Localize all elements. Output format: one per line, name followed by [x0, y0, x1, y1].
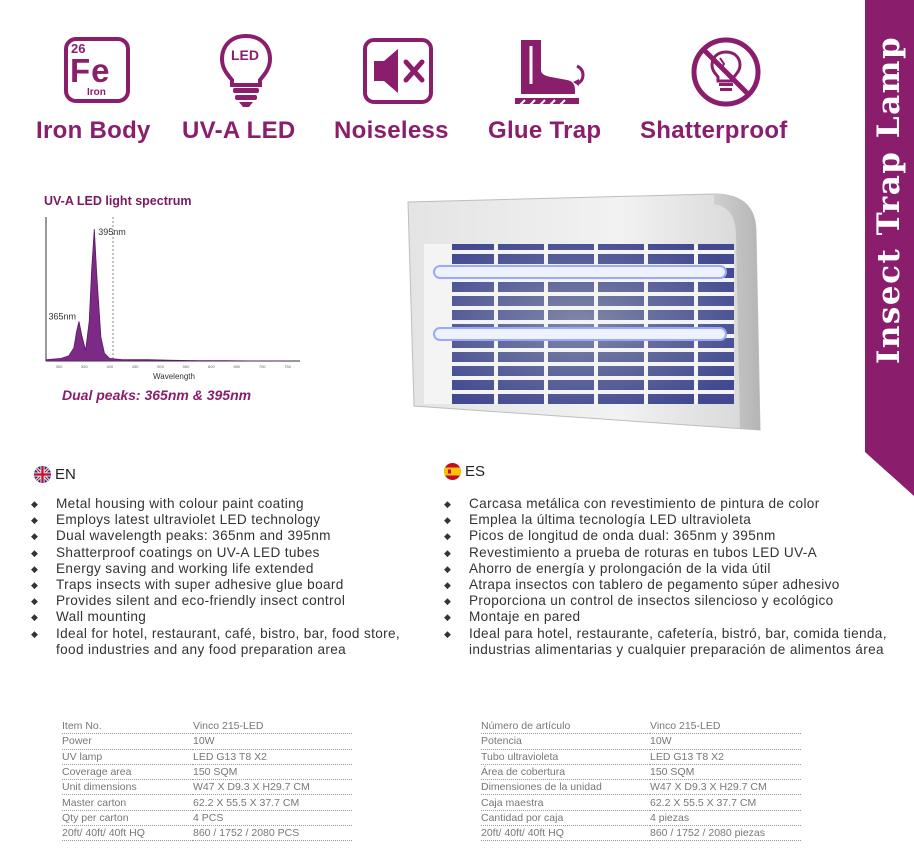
feature-item: ◆ Employs latest ultraviolet LED technology: [31, 512, 411, 528]
glue-trap-icon: [511, 36, 591, 110]
spec-value: Vinco 215-LED: [193, 719, 352, 734]
feature-item: ◆ Dual wavelength peaks: 365nm and 395nm: [31, 528, 411, 544]
x-tick-label: 500: [157, 364, 164, 369]
spec-table-en: [62, 719, 352, 841]
feature-item: ◆ Picos de longitud de onda dual: 365nm y 395nm: [444, 528, 896, 544]
element-number: 26: [71, 41, 86, 56]
spec-label: Master carton: [62, 795, 193, 810]
feature-label-iron-body: Iron Body: [36, 117, 151, 144]
lang-code-en: EN: [55, 466, 76, 483]
spec-value: 62.2 X 55.5 X 37.7 CM: [193, 795, 352, 810]
spec-row: [62, 764, 352, 779]
spec-row: [481, 719, 801, 734]
iron-element-icon: [63, 36, 131, 104]
spec-row: [481, 826, 801, 841]
element-symbol: Fe: [70, 52, 111, 89]
x-tick-label: 350: [81, 364, 88, 369]
feature-item: ◆ Emplea la última tecnología LED ultravioleta: [444, 512, 896, 528]
x-tick-label: 450: [131, 364, 139, 369]
uk-flag-icon: [34, 466, 51, 483]
mute-speaker-icon: [362, 37, 434, 105]
spec-value: 62.2 X 55.5 X 37.7 CM: [650, 795, 801, 810]
no-broken-bulb-icon: [690, 36, 762, 108]
spec-row: [481, 749, 801, 764]
x-tick-label: 650: [233, 364, 241, 369]
spec-value: 150 SQM: [193, 764, 352, 779]
spec-row: [62, 749, 352, 764]
feature-item: ◆ Wall mounting: [31, 609, 411, 625]
feature-item: ◆ Provides silent and eco-friendly insect control: [31, 593, 411, 609]
feature-item: ◆ Energy saving and working life extended: [31, 561, 411, 577]
spec-value: 860 / 1752 / 2080 PCS: [193, 826, 352, 841]
x-tick-label: 550: [182, 364, 190, 369]
x-tick-label: 750: [284, 364, 291, 369]
spec-label: Tubo ultravioleta: [481, 749, 650, 764]
side-title: Insect Trap Lamp: [871, 35, 907, 365]
spec-label: Qty per carton: [62, 810, 193, 825]
spec-label: Caja maestra: [481, 795, 650, 810]
feature-item: ◆ Atrapa insectos con tablero de pegamento súper adhesivo: [444, 577, 896, 593]
spec-table-es: [481, 719, 801, 841]
element-name: Iron: [87, 87, 106, 98]
peak-label: 365nm: [48, 311, 77, 322]
spec-row: [481, 780, 801, 795]
spec-row: [62, 826, 352, 841]
lang-code-es: ES: [465, 463, 486, 480]
spec-row: [481, 734, 801, 749]
spectrum-series: [46, 229, 290, 361]
x-axis-label: Wavelength: [153, 372, 195, 381]
led-bulb-text: LED: [231, 47, 259, 63]
lang-header-es: [444, 463, 485, 480]
feature-item: ◆ Proporciona un control de insectos silencioso y ecológico: [444, 593, 896, 609]
spec-label: Dimensiones de la unidad: [481, 780, 650, 795]
features-list-en: [31, 496, 411, 658]
spec-row: [481, 795, 801, 810]
spec-value: LED G13 T8 X2: [193, 749, 352, 764]
features-list-es: [444, 496, 896, 658]
spec-row: [62, 795, 352, 810]
spectrum-title: UV-A LED light spectrum: [44, 194, 192, 208]
x-tick-label: 400: [106, 364, 114, 369]
feature-label-noiseless: Noiseless: [334, 117, 449, 144]
spec-row: [62, 780, 352, 795]
spec-value: 4 piezas: [650, 810, 801, 825]
spec-value: 10W: [650, 734, 801, 749]
spec-label: Área de cobertura: [481, 764, 650, 779]
product-image: [404, 180, 770, 436]
feature-item: ◆ Montaje en pared: [444, 609, 896, 625]
spec-label: Potencia: [481, 734, 650, 749]
spec-label: Coverage area: [62, 764, 193, 779]
spec-value: LED G13 T8 X2: [650, 749, 801, 764]
feature-label-glue-trap: Glue Trap: [488, 117, 602, 144]
spec-value: W47 X D9.3 X H29.7 CM: [650, 780, 801, 795]
feature-item: ◆ Ahorro de energía y prolongación de la vida útil: [444, 561, 896, 577]
spectrum-chart: [40, 215, 302, 385]
spain-flag-icon: [444, 463, 461, 480]
spec-label: Unit dimensions: [62, 780, 193, 795]
spec-row: [481, 810, 801, 825]
spec-value: 860 / 1752 / 2080 piezas: [650, 826, 801, 841]
peak-label: 395nm: [98, 227, 126, 237]
led-bulb-icon: [218, 33, 274, 109]
x-tick-label: 600: [208, 364, 215, 369]
spec-row: [62, 810, 352, 825]
feature-label-shatterproof: Shatterproof: [640, 117, 788, 144]
spec-label: Item No.: [62, 719, 193, 734]
feature-item: ◆ Metal housing with colour paint coating: [31, 496, 411, 512]
x-tick-label: 700: [258, 364, 266, 369]
dual-peaks-caption: Dual peaks: 365nm & 395nm: [62, 387, 252, 403]
feature-item: ◆ Revestimiento a prueba de roturas en tubos LED UV-A: [444, 545, 896, 561]
spec-value: 4 PCS: [193, 810, 352, 825]
spec-value: 10W: [193, 734, 352, 749]
feature-item: ◆ Ideal para hotel, restaurante, cafetería, bistró, bar, comida tienda, industrias alimentarias y cualquier preparación de alimentos área: [444, 626, 896, 658]
spec-value: W47 X D9.3 X H29.7 CM: [193, 780, 352, 795]
feature-label-uva-led: UV-A LED: [182, 117, 296, 144]
feature-item: ◆ Shatterproof coatings on UV-A LED tubes: [31, 545, 411, 561]
spec-row: [481, 764, 801, 779]
spec-value: 150 SQM: [650, 764, 801, 779]
spec-label: 20ft/ 40ft/ 40ft HQ: [481, 826, 650, 841]
spec-row: [62, 719, 352, 734]
lang-header-en: [34, 466, 76, 483]
spec-label: 20ft/ 40ft/ 40ft HQ: [62, 826, 193, 841]
spec-label: Power: [62, 734, 193, 749]
spec-label: Cantidad por caja: [481, 810, 650, 825]
feature-item: ◆ Ideal for hotel, restaurant, café, bistro, bar, food store, food industries and any food preparation area: [31, 626, 411, 658]
spec-label: UV lamp: [62, 749, 193, 764]
spec-label: Número de artículo: [481, 719, 650, 734]
spec-value: Vinco 215-LED: [650, 719, 801, 734]
x-tick-label: 300: [55, 364, 63, 369]
spec-row: [62, 734, 352, 749]
feature-item: ◆ Carcasa metálica con revestimiento de pintura de color: [444, 496, 896, 512]
feature-item: ◆ Traps insects with super adhesive glue board: [31, 577, 411, 593]
